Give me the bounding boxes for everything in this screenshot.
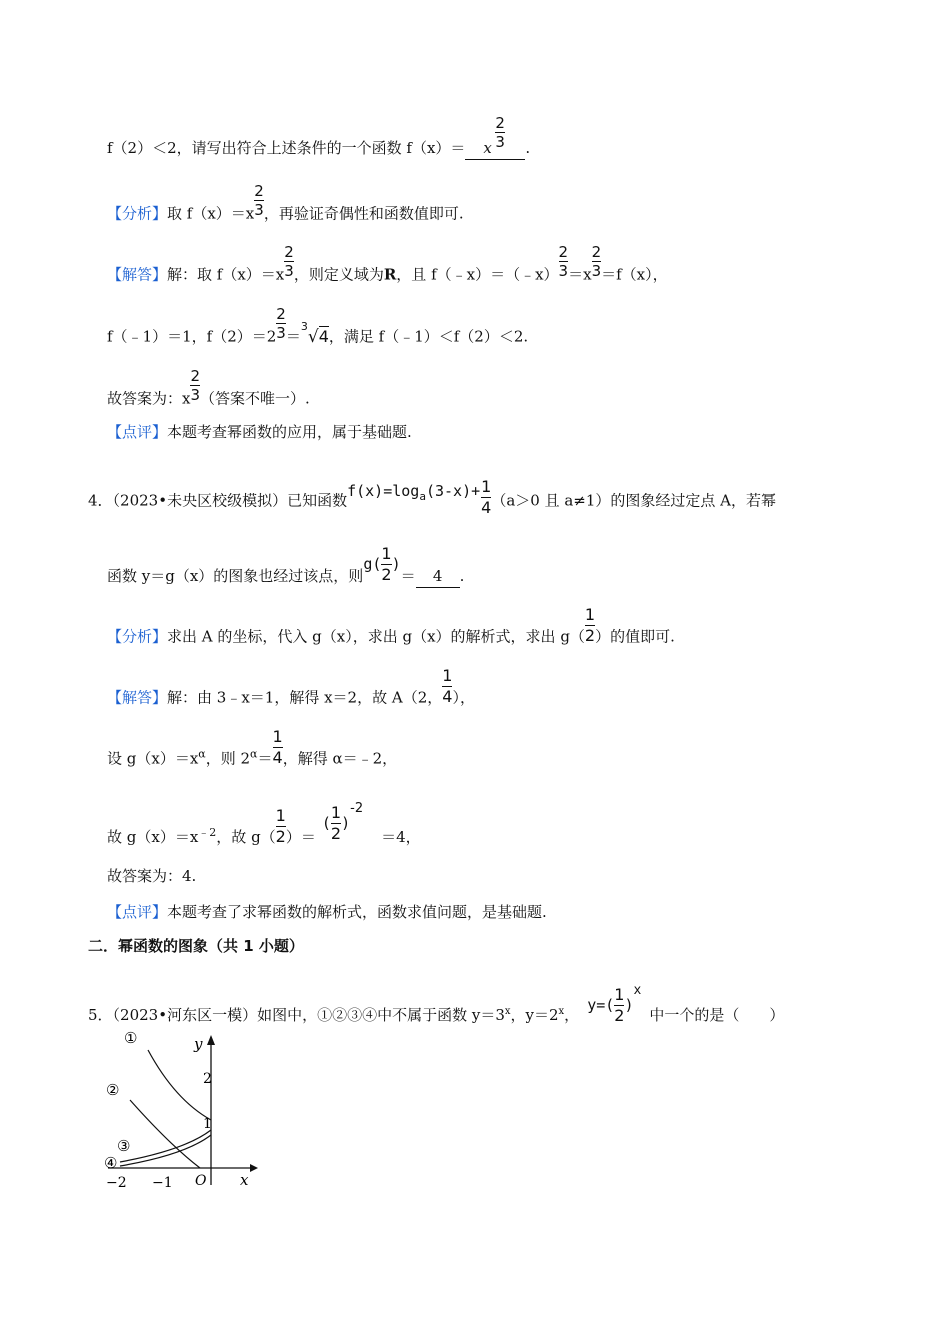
q4-solution-line3 <box>107 801 421 858</box>
q3-question-line <box>107 114 531 160</box>
half-fraction <box>331 804 341 843</box>
equals: ＝ <box>400 567 416 585</box>
frac-den: 4 <box>481 498 492 517</box>
q3-solution-line2-a: f（﹣1）＝1，f（2）＝2 <box>107 327 277 346</box>
q3-comment <box>107 421 412 443</box>
q4-line2-text: 函数 y＝g（x）的图象也经过该点，则 <box>107 567 364 585</box>
alpha-exponent: α <box>250 747 258 761</box>
exp-num: 2 <box>276 305 286 323</box>
q4-so-b: ，故 g（ <box>216 828 276 846</box>
curve-4 <box>120 1135 211 1166</box>
exp-den: 3 <box>254 201 264 219</box>
q4-so-a: 故 g（x）＝x <box>107 828 199 846</box>
exponent <box>559 244 569 279</box>
frac-den: 2 <box>330 824 342 843</box>
frac-den: 2 <box>584 626 596 645</box>
exp-den: 3 <box>276 324 286 342</box>
x-exponent: x <box>504 1006 511 1017</box>
exp-den: 3 <box>558 262 569 280</box>
q3-solution-a: 解：取 f（x）＝x <box>167 265 285 284</box>
solution-tag: 【解答】 <box>107 688 168 707</box>
quarter-fraction <box>442 667 452 706</box>
label-1: ① <box>124 1029 138 1047</box>
comment-tag: 【点评】 <box>107 903 168 921</box>
q3-analysis-exponent <box>254 183 264 218</box>
q3-analysis <box>107 182 464 232</box>
frac-num: 1 <box>275 805 286 825</box>
q3-answer-blank <box>465 114 525 160</box>
frac-den: 4 <box>442 687 453 706</box>
tick-x-neg2: −2 <box>106 1175 127 1190</box>
neg2-exponent: ﹣2 <box>198 826 217 839</box>
q4-analysis-a: 求出 A 的坐标，代入 g（x），求出 g（x）的解析式，求出 g（ <box>167 627 585 646</box>
exp-den: 3 <box>190 386 201 404</box>
q3-answer-line-pre: 故答案为：x <box>107 389 191 408</box>
frac-num: 1 <box>330 803 342 822</box>
q4-so-c: ）＝ <box>285 828 316 846</box>
q5-text-c: ， <box>564 1006 580 1024</box>
q4-source: （2023•未央区校级模拟）已知函数 <box>112 491 348 510</box>
x-axis-arrow <box>250 1164 258 1172</box>
exp-num: 2 <box>190 367 201 385</box>
power-neg2: -2 <box>350 801 364 816</box>
function-formula-image <box>347 481 481 503</box>
q3-solution-e: ＝f（x）， <box>601 265 668 284</box>
q4-answer-blank: 4 <box>416 565 460 588</box>
cube-root <box>300 319 329 347</box>
x-axis-label: x <box>240 1171 249 1189</box>
half-power-expression: ( $\frac{1}{2}$ )-2 <box>321 801 364 843</box>
tick-y-2: 2 <box>203 1071 212 1087</box>
exponent <box>592 244 602 279</box>
origin-label: O <box>195 1173 207 1189</box>
q3-answer-base: x <box>483 139 492 157</box>
exp-num: 2 <box>254 182 264 200</box>
q3-answer-exp-den: 3 <box>495 133 505 151</box>
exp-num: 2 <box>284 243 294 261</box>
equals: ＝ <box>257 749 273 768</box>
quarter-fraction <box>273 728 283 767</box>
comment-tag: 【点评】 <box>107 423 168 441</box>
frac-num: 1 <box>481 477 492 496</box>
half-fraction <box>614 986 624 1025</box>
y-axis-arrow <box>207 1035 215 1045</box>
q4-solution-line2 <box>107 727 398 779</box>
half-fraction <box>585 606 595 645</box>
q4-condition: （a＞0 且 a≠1）的图象经过定点 A，若幂 <box>491 491 777 510</box>
q3-answer-exponent <box>495 115 505 150</box>
q3-analysis-post: ，再验证奇偶性和函数值即可. <box>263 204 464 223</box>
formula-fraction <box>481 478 491 517</box>
section-heading: 二．幂函数的图象（共 1 小题） <box>88 937 304 955</box>
exp-den: 3 <box>591 262 602 280</box>
q5-text-a: （2023•河东区一模）如图中，①②③④中不属于函数 y＝3 <box>112 1006 505 1024</box>
q3-solution-d: ＝x <box>568 265 592 284</box>
label-2: ② <box>106 1081 120 1099</box>
frac-num: 1 <box>442 666 453 685</box>
exponential-graph-figure <box>100 1025 260 1190</box>
g-close: ) <box>391 555 401 573</box>
root-index: 3 <box>300 319 308 333</box>
half-fraction <box>276 807 286 846</box>
question-number: 4． <box>88 491 113 510</box>
tick-x-neg1: −1 <box>152 1175 173 1190</box>
q4-analysis <box>107 605 675 657</box>
x-exponent: x <box>558 1006 565 1017</box>
q5-text-b: ，y＝2 <box>510 1006 559 1024</box>
curve-1 <box>148 1050 211 1120</box>
q5-text-d: 中一个的是（ ） <box>649 1006 785 1024</box>
question-number: 5． <box>88 1006 113 1024</box>
frac-num: 1 <box>381 544 392 563</box>
q3-solution-line1 <box>107 243 668 293</box>
q4-so-d: ＝4， <box>381 828 421 846</box>
q4-solution-a: 解：由 3﹣x＝1，解得 x＝2，故 A（2， <box>167 688 443 707</box>
q4-comment <box>107 901 547 923</box>
q3-solution-line2-c: ，满足 f（﹣1）＜f（2）＜2. <box>328 327 529 346</box>
real-set-symbol: R <box>383 265 397 284</box>
q4-solution-b: ）， <box>452 688 475 707</box>
label-4: ④ <box>104 1154 118 1172</box>
q3-answer-line <box>107 367 310 417</box>
q3-period: . <box>525 139 531 157</box>
y-axis-label: y <box>194 1035 203 1053</box>
q3-answer-line-post: （答案不唯一）. <box>200 389 310 408</box>
frac-den: 2 <box>381 565 392 584</box>
tick-y-1: 1 <box>203 1116 212 1132</box>
q3-solution-c: ，且 f（﹣x）＝（﹣x） <box>396 265 559 284</box>
q4-question-line1 <box>88 477 777 521</box>
q3-answer-exp-num: 2 <box>495 114 505 132</box>
formula-rest: (3-x)+ <box>425 481 481 500</box>
q3-solution-line2-b: ＝ <box>285 327 301 346</box>
q3-question-text: f（2）＜2，请写出符合上述条件的一个函数 f（x）＝ <box>107 139 466 157</box>
solution-tag: 【解答】 <box>107 265 168 284</box>
q4-set-a: 设 g（x）＝x <box>107 749 199 768</box>
analysis-tag: 【分析】 <box>107 627 168 646</box>
half-power-x-expression: y=( $\frac{1}{2}$ )x <box>587 983 642 1025</box>
frac-num: 1 <box>584 605 596 624</box>
q4-analysis-b: ）的值即可. <box>595 627 675 646</box>
radicand: 4 <box>318 326 329 346</box>
label-3: ③ <box>117 1137 131 1155</box>
exp-num: 2 <box>558 243 569 261</box>
q4-set-b: ，则 2 <box>205 749 251 768</box>
q4-answer-line <box>107 865 196 887</box>
period: . <box>459 567 465 585</box>
q3-analysis-pre: 取 f（x）＝x <box>167 204 255 223</box>
radical-sign: √ <box>307 326 319 347</box>
exponent <box>190 368 200 403</box>
alpha-exponent: α <box>198 747 206 761</box>
q4-set-d: ，解得 α＝﹣2， <box>282 749 398 768</box>
exp-num: 2 <box>591 243 602 261</box>
exponent <box>276 306 286 341</box>
analysis-tag: 【分析】 <box>107 204 168 223</box>
curve-3 <box>120 1130 211 1162</box>
q4-answer-text: 故答案为：4. <box>107 867 197 885</box>
frac-num: 1 <box>272 727 283 746</box>
frac-den: 2 <box>614 1006 625 1025</box>
q4-solution-line1 <box>107 666 475 718</box>
log-base: a <box>419 489 426 503</box>
q4-comment-text: 本题考查了求幂函数的解析式，函数求值问题，是基础题. <box>167 903 547 921</box>
q4-question-line2 <box>107 544 465 596</box>
frac-num: 1 <box>614 985 625 1004</box>
frac-den: 2 <box>275 826 286 846</box>
exponent <box>284 244 294 279</box>
g-half-expression <box>363 544 401 584</box>
formula-text: f(x)=log <box>347 481 420 500</box>
q3-solution-b: ，则定义域为 <box>293 265 384 284</box>
frac-den: 4 <box>272 748 283 767</box>
q3-solution-line2 <box>107 305 529 355</box>
power-x: x <box>633 983 642 998</box>
exp-den: 3 <box>284 262 294 280</box>
y-equals: y= <box>587 996 606 1014</box>
q3-comment-text: 本题考查幂函数的应用，属于基础题. <box>167 423 412 441</box>
half-fraction <box>381 545 391 584</box>
g-open: g( <box>363 555 382 573</box>
